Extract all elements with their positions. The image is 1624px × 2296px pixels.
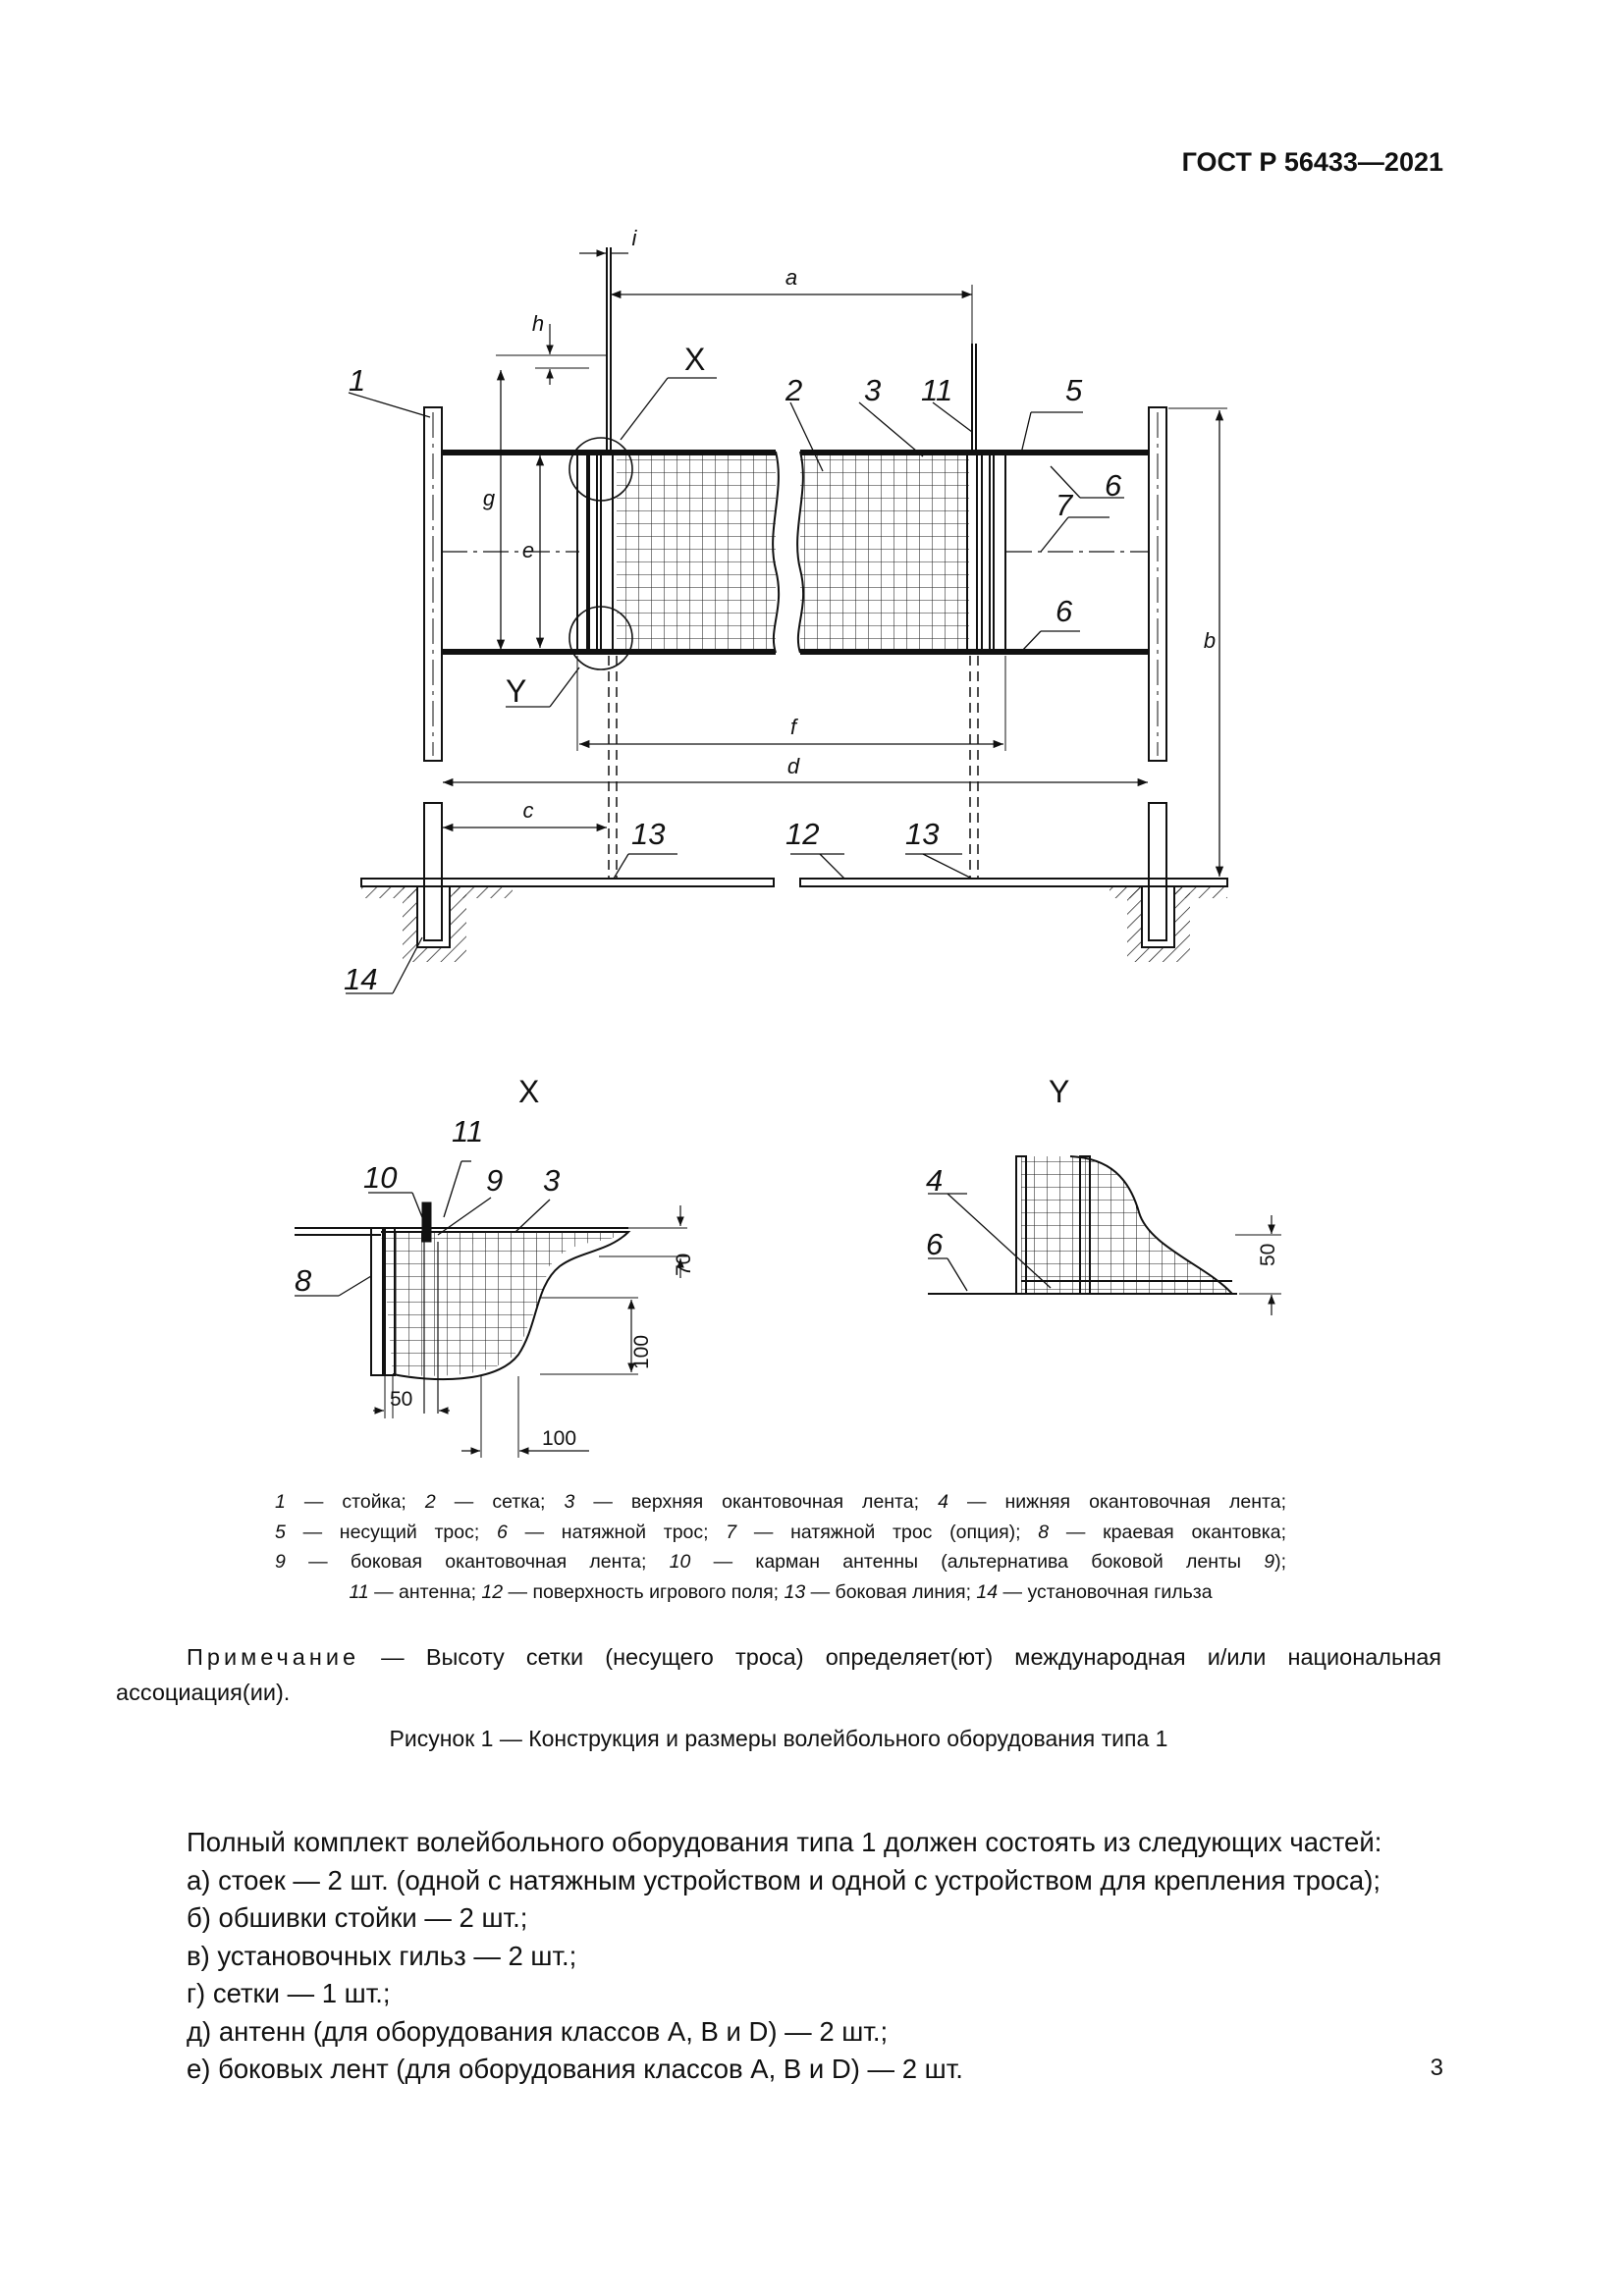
dim-e: e — [521, 538, 535, 562]
label-playing-surface: 12 — [785, 817, 820, 851]
detail-x-label-pocket: 10 — [363, 1160, 398, 1195]
label-tension-option: 7 — [1056, 488, 1073, 522]
dim-d: d — [786, 754, 800, 778]
detail-y-view — [928, 1156, 1281, 1315]
legend-number: 9 — [275, 1551, 286, 1573]
detail-y-label-tension-cable: 6 — [926, 1227, 944, 1261]
label-net: 2 — [785, 373, 803, 407]
figure-1-drawing — [295, 221, 1335, 1468]
detail-y-dim-50: 50 — [1257, 1243, 1279, 1266]
legend-number: 12 — [481, 1580, 504, 1603]
dim-a: a — [785, 265, 798, 290]
list-item: в) установочных гильз — 2 шт.; — [187, 1940, 577, 1971]
legend-number: 9 — [1264, 1551, 1275, 1573]
label-tension-bottom: 6 — [1056, 594, 1073, 628]
legend-number: 14 — [976, 1580, 999, 1603]
figure-note — [116, 1639, 1441, 1710]
legend-number: 8 — [1038, 1521, 1050, 1543]
legend-text: — поверхность игрового поля; — [503, 1580, 785, 1603]
dim-f: f — [789, 715, 797, 739]
list-item: е) боковых лент (для оборудования классов A, B и D) — 2 шт. — [187, 2054, 963, 2084]
legend-number: 13 — [784, 1580, 806, 1603]
detail-x-dim-70: 70 — [673, 1253, 695, 1276]
label-antenna: 11 — [921, 373, 953, 407]
dim-i: i — [631, 226, 637, 250]
legend-text: — боковая линия; — [805, 1580, 977, 1603]
legend-number: 1 — [275, 1491, 286, 1513]
legend-number: 4 — [938, 1491, 948, 1513]
dim-h: h — [531, 311, 545, 336]
dim-g: g — [482, 486, 496, 510]
list-item: г) сетки — 1 шт.; — [187, 1978, 391, 2008]
figure-legend — [275, 1487, 1286, 1607]
detail-x-dim-100-horizontal: 100 — [542, 1427, 577, 1450]
dim-c: c — [522, 798, 534, 823]
note-text: — Высоту сетки (несущего троса) определяет(ют) международная и/или национальная — [359, 1644, 1441, 1670]
body-intro: Полный комплект волейбольного оборудования типа 1 должен состоять из следующих частей: — [187, 1827, 1382, 1857]
detail-x-dim-50: 50 — [390, 1388, 413, 1411]
main-view — [346, 247, 1227, 993]
legend-text: — боковая окантовочная лента; — [285, 1551, 670, 1573]
page-number: 3 — [1430, 2055, 1443, 2081]
callout-y: Y — [506, 673, 527, 709]
legend-text: — несущий трос; — [285, 1521, 497, 1543]
legend-line — [275, 1547, 1286, 1577]
detail-y-title: Y — [1049, 1074, 1070, 1109]
detail-x-label-edge: 8 — [295, 1263, 312, 1298]
list-item: д) антенн (для оборудования классов A, B и D) — 2 шт.; — [187, 2015, 889, 2047]
legend-number: 5 — [275, 1521, 286, 1543]
legend-number: 7 — [726, 1521, 737, 1543]
legend-number: 6 — [497, 1521, 508, 1543]
note-line-2: ассоциация(ии). — [116, 1680, 291, 1705]
body-text — [187, 1824, 1453, 2089]
label-cable: 5 — [1065, 373, 1083, 407]
label-sideline-left: 13 — [631, 817, 666, 851]
legend-text: — установочная гильза — [998, 1580, 1213, 1603]
list-item: а) стоек — 2 шт. (одной с натяжным устройством и одной с устройством для крепления троса); — [187, 1864, 1381, 1896]
label-sleeve: 14 — [344, 962, 378, 996]
detail-x-dim-100-vertical: 100 — [630, 1334, 653, 1369]
label-top-band: 3 — [864, 373, 882, 407]
note-label: Примечание — [187, 1644, 360, 1670]
legend-text: ); — [1274, 1551, 1286, 1573]
legend-text: — сетка; — [435, 1491, 565, 1513]
net-mesh-right — [800, 454, 969, 650]
legend-number: 2 — [424, 1491, 436, 1513]
detail-x-label-top-band: 3 — [543, 1163, 561, 1198]
detail-x-title: X — [518, 1074, 540, 1109]
detail-x-view — [295, 1161, 687, 1458]
legend-line — [275, 1577, 1286, 1608]
legend-line — [275, 1487, 1286, 1518]
legend-text: — антенна; — [368, 1580, 482, 1603]
legend-text: — карман антенны (альтернатива боковой ленты — [690, 1551, 1265, 1573]
label-posts: 1 — [349, 363, 366, 398]
document-header: ГОСТ Р 56433—2021 — [1181, 147, 1443, 177]
label-sideline-right: 13 — [905, 817, 940, 851]
legend-text: — нижняя окантовочная лента; — [947, 1491, 1286, 1513]
legend-line — [275, 1518, 1286, 1548]
legend-text: — краевая окантовка; — [1049, 1521, 1287, 1543]
legend-number: 10 — [669, 1551, 691, 1573]
legend-text: — натяжной трос; — [507, 1521, 727, 1543]
net-mesh-left — [617, 454, 776, 650]
dim-b: b — [1203, 628, 1217, 653]
legend-text: — стойка; — [285, 1491, 425, 1513]
detail-y-label-bottom-band: 4 — [926, 1163, 944, 1198]
detail-x-label-side-band: 9 — [486, 1163, 504, 1198]
legend-number: 3 — [564, 1491, 575, 1513]
detail-x-label-antenna: 11 — [452, 1114, 484, 1148]
legend-text: — верхняя окантовочная лента; — [574, 1491, 939, 1513]
legend-number: 11 — [349, 1580, 369, 1603]
callout-x: X — [684, 342, 706, 377]
list-item: б) обшивки стойки — 2 шт.; — [187, 1902, 528, 1933]
figure-caption: Рисунок 1 — Конструкция и размеры волейбольного оборудования типа 1 — [389, 1726, 1168, 1751]
legend-text: — натяжной трос (опция); — [736, 1521, 1039, 1543]
note-line-1 — [116, 1639, 1441, 1675]
label-tension-top: 6 — [1105, 468, 1122, 503]
